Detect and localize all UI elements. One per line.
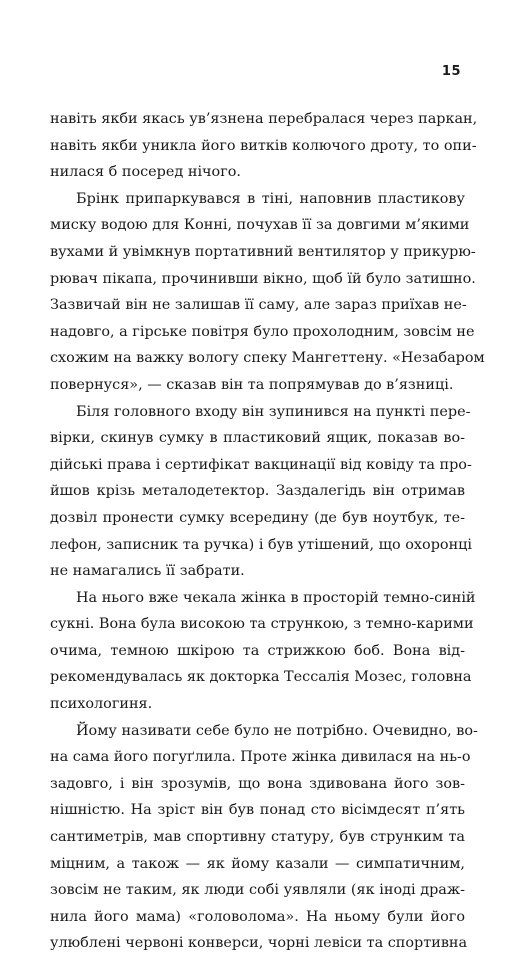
text-line: нішністю. На зріст він був понад сто вісімдесят п’ять xyxy=(50,802,465,819)
text-line: сукні. Вона була високою та стрункою, з темно-карими xyxy=(50,616,474,633)
text-line: лефон, записник та ручка) і був утішений, що охоронці xyxy=(50,536,473,553)
text-line: повернуся», — сказав він та попрямував до в’язниці. xyxy=(50,376,454,393)
text-line: очима, темною шкірою та стрижкою боб. Вона від- xyxy=(50,642,465,659)
text-line: нилася б посеред нічого. xyxy=(50,164,241,181)
text-line: дозвіл пронести сумку всередину (де був ноутбук, те- xyxy=(50,509,465,526)
text-line: психологиня. xyxy=(50,696,153,713)
text-line: Біля головного входу він зупинився на пункті пере- xyxy=(76,403,471,420)
text-line: вірки, скинув сумку в пластиковий ящик, показав во- xyxy=(50,430,465,447)
text-line: Зазвичай він не залишав її саму, але зараз приїхав не- xyxy=(50,297,467,314)
text-line: улюблені червоні конверси, чорні левіси та спортивна xyxy=(50,935,468,952)
text-line: на сама його погуґлила. Проте жінка дивилася на нь-о xyxy=(50,749,471,766)
text-line: рювач пікапа, прочинивши вікно, щоб їй було затишно. xyxy=(50,270,476,287)
text-line: міцним, а також — як йому казали — симпатичним, xyxy=(50,855,465,872)
text-line: сантиметрів, мав спортивну статуру, був струнким та xyxy=(50,829,465,846)
text-line: нила його мама) «головолома». На ньому були його xyxy=(50,908,465,925)
text-line: йшов крізь металодетектор. Заздалегідь він отримав xyxy=(50,483,465,500)
body-text xyxy=(50,106,485,957)
text-line: вухами й увімкнув портативний вентилятор у прикурю- xyxy=(50,243,476,260)
text-line: Брінк припаркувався в тіні, наповнив пластикову xyxy=(76,190,465,207)
text-line: На нього вже чекала жінка в просторій темно-синій xyxy=(76,589,476,606)
text-line: схожим на важку вологу спеку Мангеттену. «Незабаром xyxy=(50,350,485,367)
text-line: миску водою для Конні, почухав її за довгими м’якими xyxy=(50,217,470,234)
text-line: Йому називати себе було не потрібно. Очевидно, во- xyxy=(76,722,478,739)
text-line: дійські права і сертифікат вакцинації від ковіду та про- xyxy=(50,456,472,473)
text-line: задовго, і він зрозумів, що вона здивована його зов- xyxy=(50,775,465,792)
text-line: навіть якби уникла його витків колючого дроту, то опи- xyxy=(50,137,477,154)
text-line: не намагались її забрати. xyxy=(50,563,245,580)
text-line: надовго, а гірське повітря було прохолодним, зовсім не xyxy=(50,323,475,340)
text-line: навіть якби якась ув’язнена перебралася через паркан, xyxy=(50,111,478,127)
page-number: 15 xyxy=(441,64,461,79)
text-line: зовсім не таким, як люди собі уявляли (як іноді драж- xyxy=(50,882,465,899)
text-line: рекомендувалась як докторка Тессалія Мозес, головна xyxy=(50,669,472,686)
